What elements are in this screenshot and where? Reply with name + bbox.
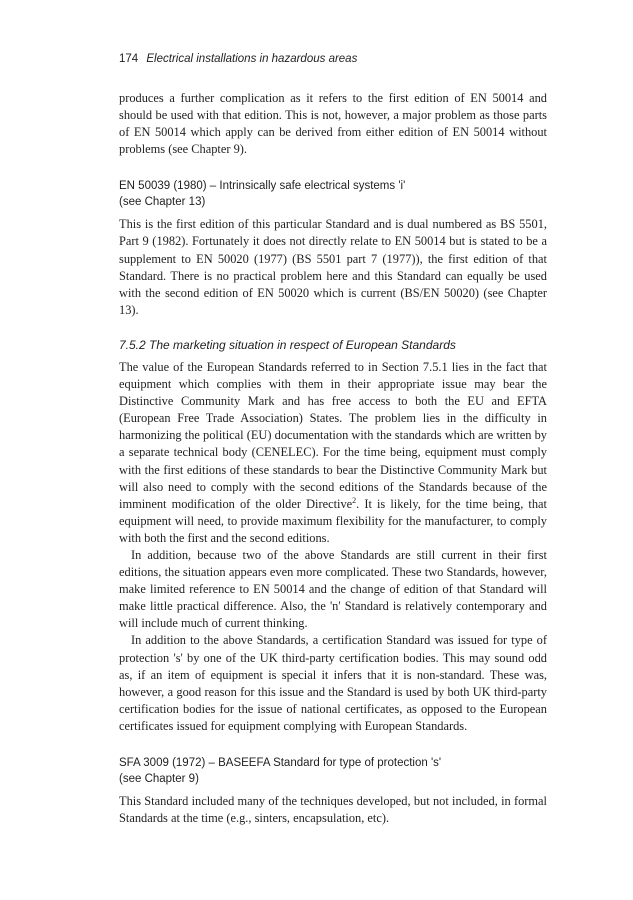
- section-7-5-2-heading: 7.5.2 The marketing situation in respect of European Standards: [119, 337, 456, 352]
- continuation-paragraph: produces a further complication as it refers to the first edition of EN 50014 and should be used with that edition. This is not, however, a major problem as those parts of EN 50014 which apply can be derived from either edition of EN 50014 without problems (see Chapter 9).: [119, 91, 547, 157]
- book-page: [119, 52, 547, 827]
- en50039-heading-title: EN 50039 (1980) – Intrinsically safe electrical systems 'i': [119, 180, 406, 193]
- en50039-paragraph: This is the first edition of this particular Standard and is dual numbered as BS 5501, Part 9 (1982). Fortunately it does not directly relate to EN 50014 but is stated to be a supplement to EN 50020 (1977) (BS 5501 part 7 (1977)), the first edition of that Standard. There is no practical problem here and this Standard can equally be used with the second edition of EN 50020 which is current (BS/EN 50020) (see Chapter 13).: [119, 217, 547, 317]
- sfa3009-heading-chapter-ref: (see Chapter 9): [119, 773, 199, 785]
- en50039-heading: [119, 178, 547, 210]
- marketing-paragraph-1: [119, 359, 547, 547]
- marketing-paragraph-1-text-a: The value of the European Standards referred to in Section 7.5.1 lies in the fact that equipment which complies with them in their appropriate issue may bear the Distinctive Community Mark and has free access to both the EU and EFTA (European Free Trade Association) States. The problem lies in the difficulty in harmonizing the political (EU) documentation with the standards which are written by a separate technical body (CENELEC). For the time being, equipment must comply with the first editions of these standards to bear the Distinctive Community Mark but will also need to comply with the second editions of the Standards because of the imminent modification of the older Directive: [119, 359, 547, 511]
- sfa3009-heading-title: SFA 3009 (1972) – BASEEFA Standard for type of protection 's': [119, 757, 442, 769]
- running-head: [119, 52, 547, 66]
- sfa3009-heading: [119, 755, 547, 787]
- en50039-heading-chapter-ref: (see Chapter 13): [119, 196, 206, 209]
- footnote-marker: 2: [352, 495, 357, 505]
- marketing-paragraph-1-text-b: . It is likely, for the time being, that equipment will need, to provide maximum flexibility for the manufacturer, to comply with both the first and the second editions.: [119, 496, 547, 545]
- sfa3009-paragraph: This Standard included many of the techniques developed, but not included, in formal Standards at the time (e.g., sinters, encapsulation, etc).: [119, 794, 547, 826]
- page-number: 174: [119, 53, 139, 65]
- book-title: Electrical installations in hazardous areas: [146, 53, 358, 65]
- marketing-paragraph-2: In addition, because two of the above Standards are still current in their first editions, the situation appears even more complicated. These two Standards, however, make limited reference to EN 50014 and the change of edition of that Standard will make little practical difference. Also, the 'n' Standard is relatively contemporary and will include much of current thinking.: [119, 547, 547, 631]
- marketing-paragraph-3: In addition to the above Standards, a certification Standard was issued for type of protection 's' by one of the UK third-party certification bodies. This may sound odd as, if an item of equipment is special it infers that it is non-standard. These was, however, a good reason for this issue and the Standard is used by both UK third-party certification bodies for the issue of national certificates, as opposed to the European certificates issued for equipment complying with European Standards.: [119, 633, 547, 733]
